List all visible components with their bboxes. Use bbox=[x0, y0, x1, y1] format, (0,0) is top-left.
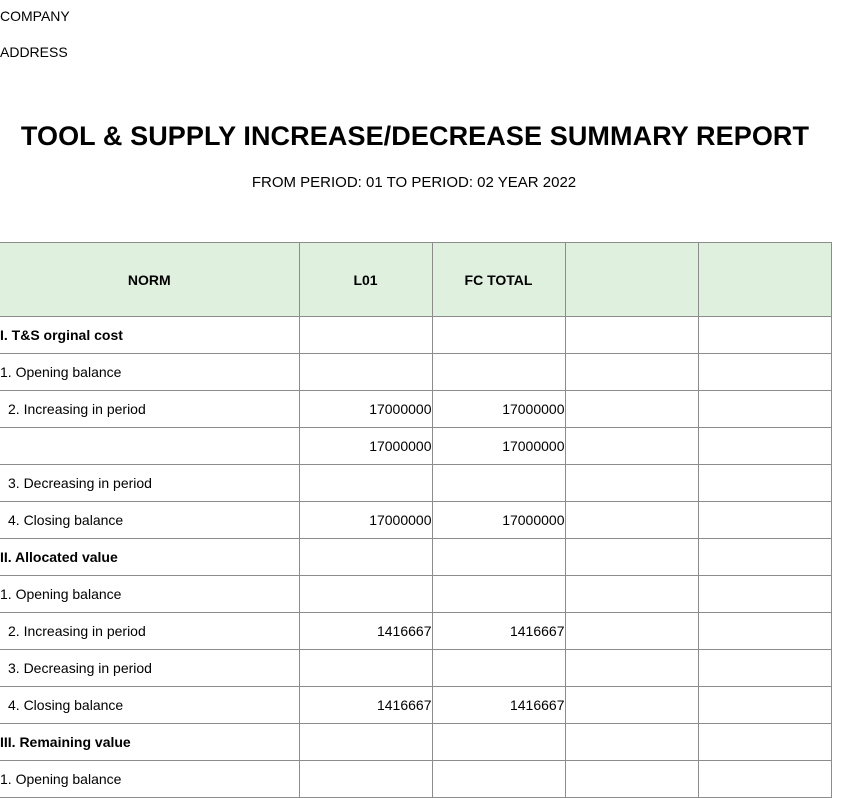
cell-blank bbox=[565, 428, 698, 465]
row-label: 2. Increasing in period bbox=[0, 391, 299, 428]
cell-fc-total bbox=[432, 317, 565, 354]
table-row bbox=[0, 354, 831, 391]
cell-blank bbox=[565, 724, 698, 761]
cell-fc-total: 17000000 bbox=[432, 502, 565, 539]
cell-fc-total bbox=[432, 650, 565, 687]
row-label: 1. Opening balance bbox=[0, 576, 299, 613]
cell-blank-2 bbox=[698, 761, 831, 798]
row-label: III. Remaining value bbox=[0, 724, 299, 761]
cell-l01 bbox=[299, 576, 432, 613]
table-row bbox=[0, 687, 831, 724]
table-row bbox=[0, 391, 831, 428]
cell-blank-2 bbox=[698, 687, 831, 724]
cell-blank bbox=[565, 613, 698, 650]
column-header-blank-2 bbox=[698, 243, 831, 317]
column-header-blank bbox=[565, 243, 698, 317]
table-body bbox=[0, 317, 831, 798]
cell-blank-2 bbox=[698, 317, 831, 354]
cell-l01 bbox=[299, 354, 432, 391]
cell-l01 bbox=[299, 650, 432, 687]
table-row bbox=[0, 539, 831, 576]
report-period-subtitle: FROM PERIOD: 01 TO PERIOD: 02 YEAR 2022 bbox=[251, 174, 577, 191]
cell-blank bbox=[565, 539, 698, 576]
cell-fc-total: 1416667 bbox=[432, 613, 565, 650]
cell-fc-total bbox=[432, 354, 565, 391]
row-label: 4. Closing balance bbox=[0, 687, 299, 724]
address-label: ADDRESS bbox=[0, 44, 68, 60]
cell-l01: 17000000 bbox=[299, 391, 432, 428]
cell-blank-2 bbox=[698, 576, 831, 613]
cell-fc-total bbox=[432, 465, 565, 502]
row-label: 1. Opening balance bbox=[0, 354, 299, 391]
cell-blank-2 bbox=[698, 465, 831, 502]
cell-blank-2 bbox=[698, 650, 831, 687]
row-label: II. Allocated value bbox=[0, 539, 299, 576]
column-header-norm: NORM bbox=[0, 243, 299, 317]
cell-l01: 17000000 bbox=[299, 428, 432, 465]
column-header-l01: L01 bbox=[299, 243, 432, 317]
cell-l01 bbox=[299, 317, 432, 354]
cell-fc-total: 17000000 bbox=[432, 391, 565, 428]
table-row bbox=[0, 650, 831, 687]
cell-fc-total bbox=[432, 761, 565, 798]
row-label bbox=[0, 428, 299, 465]
cell-l01 bbox=[299, 539, 432, 576]
cell-blank bbox=[565, 502, 698, 539]
row-label: I. T&S orginal cost bbox=[0, 317, 299, 354]
row-label: 4. Closing balance bbox=[0, 502, 299, 539]
cell-blank bbox=[565, 687, 698, 724]
cell-fc-total: 17000000 bbox=[432, 428, 565, 465]
cell-l01 bbox=[299, 465, 432, 502]
cell-l01 bbox=[299, 761, 432, 798]
table-row bbox=[0, 428, 831, 465]
company-label: COMPANY bbox=[0, 8, 70, 24]
summary-table bbox=[0, 242, 832, 798]
cell-fc-total bbox=[432, 576, 565, 613]
column-header-fc-total: FC TOTAL bbox=[432, 243, 565, 317]
cell-blank bbox=[565, 317, 698, 354]
cell-l01 bbox=[299, 724, 432, 761]
table-row bbox=[0, 317, 831, 354]
table-row bbox=[0, 465, 831, 502]
cell-blank-2 bbox=[698, 354, 831, 391]
cell-l01: 1416667 bbox=[299, 687, 432, 724]
row-label: 3. Decreasing in period bbox=[0, 650, 299, 687]
row-label: 1. Opening balance bbox=[0, 761, 299, 798]
row-label: 2. Increasing in period bbox=[0, 613, 299, 650]
cell-blank-2 bbox=[698, 613, 831, 650]
cell-blank bbox=[565, 650, 698, 687]
cell-blank bbox=[565, 354, 698, 391]
cell-l01: 17000000 bbox=[299, 502, 432, 539]
table-row bbox=[0, 613, 831, 650]
table-row bbox=[0, 502, 831, 539]
cell-blank-2 bbox=[698, 724, 831, 761]
table-row bbox=[0, 724, 831, 761]
table-header-row bbox=[0, 243, 831, 317]
table-row bbox=[0, 761, 831, 798]
cell-l01: 1416667 bbox=[299, 613, 432, 650]
cell-fc-total: 1416667 bbox=[432, 687, 565, 724]
cell-blank-2 bbox=[698, 428, 831, 465]
table-row bbox=[0, 576, 831, 613]
cell-blank bbox=[565, 391, 698, 428]
cell-blank bbox=[565, 576, 698, 613]
report-title: TOOL & SUPPLY INCREASE/DECREASE SUMMARY REPORT bbox=[20, 121, 810, 151]
cell-fc-total bbox=[432, 724, 565, 761]
cell-blank bbox=[565, 761, 698, 798]
cell-blank-2 bbox=[698, 539, 831, 576]
cell-blank-2 bbox=[698, 391, 831, 428]
cell-blank-2 bbox=[698, 502, 831, 539]
row-label: 3. Decreasing in period bbox=[0, 465, 299, 502]
cell-blank bbox=[565, 465, 698, 502]
cell-fc-total bbox=[432, 539, 565, 576]
